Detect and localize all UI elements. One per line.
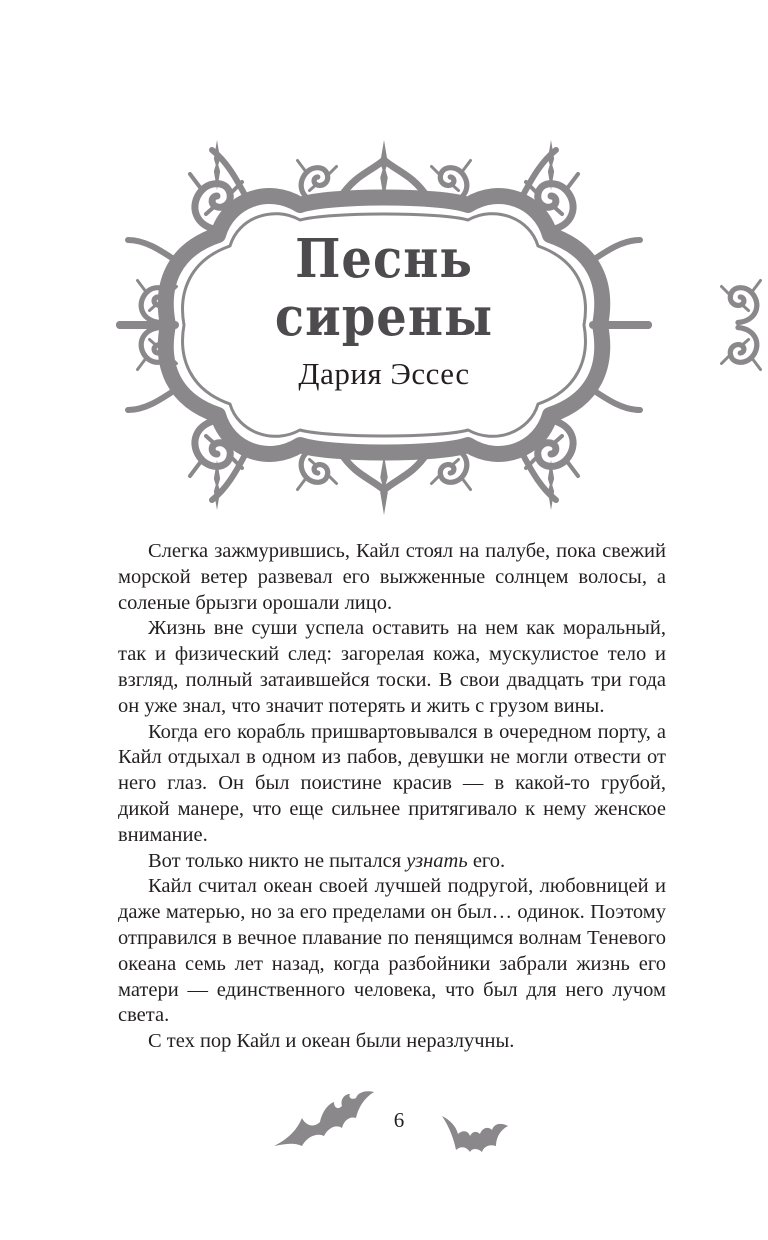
paragraph-4-before: Вот только никто не пытался [148, 849, 407, 872]
bat-left-icon [272, 1088, 376, 1150]
paragraph-2: Жизнь вне суши успела оставить на нем как моральный, так и физический след: загорелая кожа, мускулистое тело и взгляд, полный затаившейся тоски. В свои двадцать три года он уже знал, что значит потерять и жить с грузом вины. [118, 617, 666, 717]
paragraph-4 [118, 849, 666, 875]
title-line-2: сирены [274, 285, 494, 349]
emphasis-word: узнать [406, 849, 468, 872]
paragraph-1: Слегка зажмурившись, Кайл стоял на палубе, пока свежий морской ветер развевал его выжженные солнцем волосы, а соленые брызги орошали лицо. [118, 540, 666, 614]
title-line-1: Песнь [295, 227, 473, 291]
author-name: Дария Эссес [298, 356, 470, 391]
paragraph-3: Когда его корабль пришвартовывался в очередном порту, а Кайл отдыхал в одном из пабов, девушки не могли отвести от него глаз. Он был поистине красив — в какой-то грубой, дикой манере, что еще сильнее притягивало к нему женское внимание. [118, 720, 666, 846]
page-number: 6 [393, 1108, 405, 1132]
body-text [118, 539, 666, 1055]
title-block [234, 227, 534, 392]
paragraph-4-after: его. [467, 849, 506, 872]
bat-right-icon [440, 1112, 510, 1156]
paragraph-5: Кайл считал океан своей лучшей подругой, любовницей и даже матерью, но за его пределами он был… одинок. Поэтому отправился в вечное плавание по пенящимся волнам Теневого океана семь лет назад, когда разбойники забрали жизнь его матери — единственного человека, что был для него лучом света. [118, 875, 666, 1027]
paragraph-6: С тех пор Кайл и океан были неразлучны. [148, 1030, 515, 1053]
